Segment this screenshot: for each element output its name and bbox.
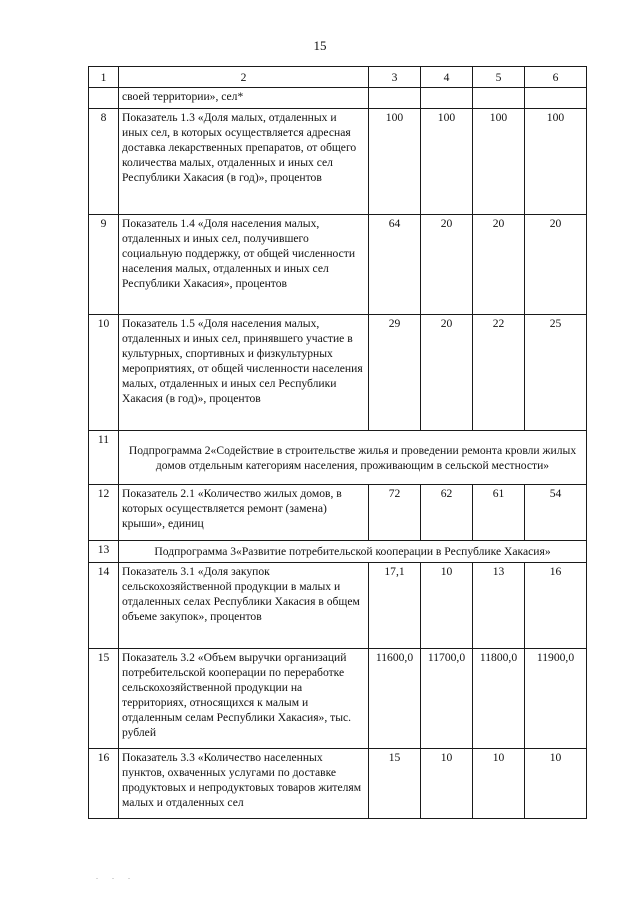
row-number: 10 [89, 315, 119, 431]
indicator-text: Показатель 1.5 «Доля населения малых, отдаленных и иных сел, принявшего участие в культурных, спортивных и физкультурных мероприятиях, от общей численности населения малых, отдаленных и иных сел Республики Хакасия (в год)», процентов [119, 315, 369, 431]
table-row [89, 485, 587, 541]
table-row [89, 563, 587, 649]
indicator-text: Показатель 3.1 «Доля закупок сельскохозяйственной продукции в малых и отдаленных селах Республики Хакасия в общем объеме закупок», процентов [119, 563, 369, 649]
value-col-4: 100 [421, 109, 473, 215]
value-col-3: 29 [369, 315, 421, 431]
row-number: 11 [89, 431, 119, 485]
page-number: 15 [313, 38, 327, 53]
indicator-text: Показатель 2.1 «Количество жилых домов, в которых осуществляется ремонт (замена) крыши», единиц [119, 485, 369, 541]
header-col-4: 4 [421, 67, 473, 88]
table-row [89, 315, 587, 431]
value-col-6: 16 [525, 563, 587, 649]
table-row [89, 749, 587, 819]
value-col-6: 11900,0 [525, 649, 587, 749]
indicator-text: Показатель 1.4 «Доля населения малых, отдаленных и иных сел, получившего социальную поддержку, от общей численности населения малых, отдаленных и иных сел Республики Хакасия», процентов [119, 215, 369, 315]
subprogram-title: Подпрограмма 3«Развитие потребительской кооперации в Республике Хакасия» [119, 541, 587, 563]
row-number: 16 [89, 749, 119, 819]
row-number: 9 [89, 215, 119, 315]
value-col-6: 100 [525, 109, 587, 215]
row-number: 8 [89, 109, 119, 215]
value-col-3: 11600,0 [369, 649, 421, 749]
table-row [89, 649, 587, 749]
header-col-3: 3 [369, 67, 421, 88]
value-col-4: 11700,0 [421, 649, 473, 749]
continuation-text: своей территории», сел* [119, 88, 369, 109]
value-col-6: 54 [525, 485, 587, 541]
table-row [89, 215, 587, 315]
indicator-text: Показатель 3.2 «Объем выручки организаций потребительской кооперации по переработке сельскохозяйственной продукции на территориях, относящихся к малым и отдаленным селам Республики Хакасия», тыс. рублей [119, 649, 369, 749]
value-col-5: 13 [473, 563, 525, 649]
value-col-4: 62 [421, 485, 473, 541]
table-row [89, 109, 587, 215]
row-number: 12 [89, 485, 119, 541]
header-col-6: 6 [525, 67, 587, 88]
row-number: 15 [89, 649, 119, 749]
value-col-5: 100 [473, 109, 525, 215]
value-col-5: 11800,0 [473, 649, 525, 749]
value-col-4: 10 [421, 563, 473, 649]
value-col-3: 17,1 [369, 563, 421, 649]
row-number: 14 [89, 563, 119, 649]
value-col-4: 20 [421, 315, 473, 431]
value-col-3: 15 [369, 749, 421, 819]
subprogram-row [89, 541, 587, 563]
indicator-text: Показатель 1.3 «Доля малых, отдаленных и иных сел, в которых осуществляется адресная доставка лекарственных препаратов, от общего количества малых, отдаленных и иных сел Республики Хакасия (в год)», процентов [119, 109, 369, 215]
value-col-5: 10 [473, 749, 525, 819]
header-col-1: 1 [89, 67, 119, 88]
value-col-4: 20 [421, 215, 473, 315]
value-col-6: 25 [525, 315, 587, 431]
subprogram-title: Подпрограмма 2«Содействие в строительстве жилья и проведении ремонта кровли жилых домов отдельным категориям населения, проживающим в сельской местности» [119, 431, 587, 485]
table-header-row [89, 67, 587, 88]
value-col-5: 22 [473, 315, 525, 431]
header-col-5: 5 [473, 67, 525, 88]
value-col-5: 61 [473, 485, 525, 541]
row-number: 13 [89, 541, 119, 563]
value-col-3: 100 [369, 109, 421, 215]
scan-marks: . . . [96, 872, 136, 881]
value-col-3: 72 [369, 485, 421, 541]
value-col-3: 64 [369, 215, 421, 315]
indicator-text: Показатель 3.3 «Количество населенных пунктов, охваченных услугами по доставке продуктовых и непродуктовых товаров жителям малых и отдаленных сел [119, 749, 369, 819]
value-col-4: 10 [421, 749, 473, 819]
value-col-6: 20 [525, 215, 587, 315]
table-row-continuation [89, 88, 587, 109]
value-col-5: 20 [473, 215, 525, 315]
value-col-6: 10 [525, 749, 587, 819]
header-col-2: 2 [119, 67, 369, 88]
subprogram-row [89, 431, 587, 485]
indicators-table [88, 66, 587, 819]
